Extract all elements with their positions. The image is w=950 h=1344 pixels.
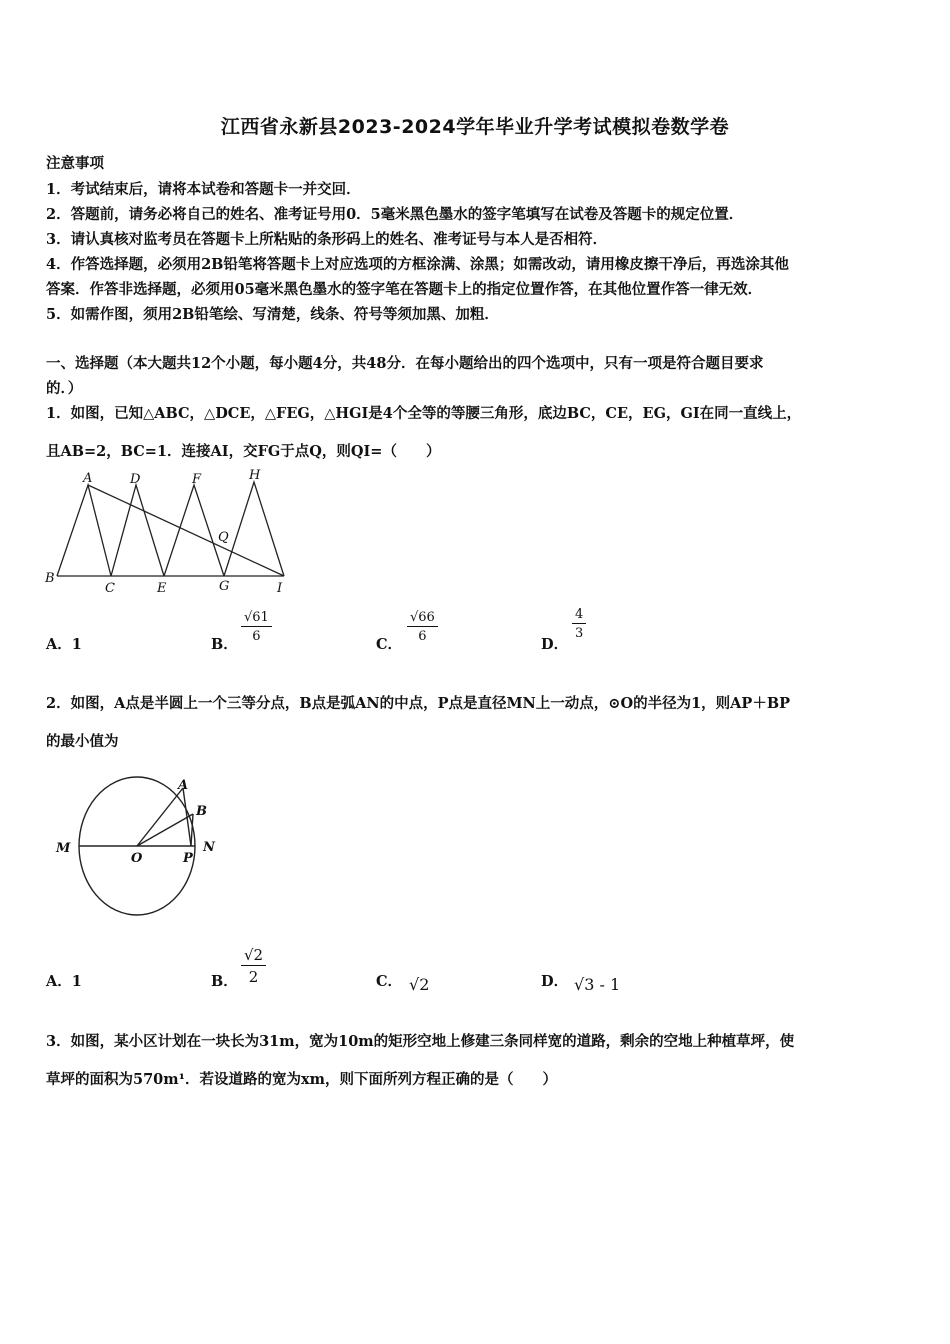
q2-option-c-value: √2 [409, 975, 430, 994]
q2-segment-ob [137, 814, 193, 846]
q2-text-cont: 的最小值为 [46, 733, 119, 750]
q1-text: 1．如图，已知△ABC，△DCE，△FEG，△HGI是4个全等的等腰三角形，底边BC，CE，EG，GI在同一直线上， [46, 405, 802, 422]
q1-option-c-label[interactable]: C． [376, 636, 403, 653]
q2-option-d-label[interactable]: D． [541, 973, 569, 990]
q1-option-d-label[interactable]: D． [541, 636, 569, 653]
q1-option-c-fraction: $\frac{√66}{6}$ [407, 610, 438, 644]
q3-text: 3．如图，某小区计划在一块长为31m，宽为10m的矩形空地上修建三条同样宽的道路，剩余的空地上种植草坪，使 [46, 1033, 795, 1050]
note-item-3: 3．请认真核对监考员在答题卡上所粘贴的条形码上的姓名、准考证号与本人是否相符． [46, 231, 608, 248]
q1-triangle-dce [111, 485, 164, 576]
note-item-2: 2．答题前，请务必将自己的姓名、准考证号用0．5毫米黑色墨水的签字笔填写在试卷及答题卡的规定位置． [46, 206, 744, 223]
q2-segment-bp [191, 814, 193, 846]
q3-text-cont: 草坪的面积为570m¹．若设道路的宽为xm，则下面所列方程正确的是（ ） [46, 1071, 557, 1088]
q2-label-m: M [56, 841, 71, 856]
q1-label-e: E [157, 581, 167, 596]
q1-option-b-label[interactable]: B． [211, 636, 238, 653]
q1-label-i: I [277, 581, 283, 596]
q1-label-h: H [249, 468, 261, 483]
q2-label-o: O [131, 851, 143, 866]
note-item-5: 5．如需作图，须用2B铅笔绘、写清楚，线条、符号等须加黑、加粗． [46, 306, 499, 323]
q1-label-b: B [45, 571, 55, 586]
q1-label-c: C [105, 581, 115, 596]
q1-option-a[interactable]: A．1 [46, 636, 82, 653]
note-item-4-cont: 答案．作答非选择题，必须用05毫米黑色墨水的签字笔在答题卡上的指定位置作答，在其他位置作答一律无效． [46, 281, 763, 298]
note-item-4: 4．作答选择题，必须用2B铅笔将答题卡上对应选项的方框涂满、涂黑；如需改动，请用橡皮擦干净后，再选涂其他 [46, 256, 789, 273]
q2-label-a: A [178, 778, 189, 793]
notes-heading: 注意事项 [46, 155, 104, 172]
q2-option-a[interactable]: A．1 [46, 973, 82, 990]
q2-option-d-value: √3 - 1 [574, 975, 621, 994]
q2-label-n: N [203, 840, 215, 855]
q2-circle-figure [52, 770, 227, 920]
note-item-1: 1．考试结束后，请将本试卷和答题卡一并交回． [46, 181, 361, 198]
q2-option-b-label[interactable]: B． [211, 973, 238, 990]
q1-text-cont: 且AB=2，BC=1．连接AI，交FG于点Q，则QI=（ ） [46, 443, 441, 460]
q2-option-b-fraction: $\frac{√2}{2}$ [241, 946, 266, 986]
section-heading-cont: 的．） [46, 380, 83, 397]
q1-label-g: G [219, 579, 230, 594]
section-heading: 一、选择题（本大题共12个小题，每小题4分，共48分．在每小题给出的四个选项中，只有一项是符合题目要求 [46, 355, 764, 372]
q2-text: 2．如图，A点是半圆上一个三等分点，B点是弧AN的中点，P点是直径MN上一动点，⊙O的半径为1，则AP＋BP [46, 695, 790, 712]
q1-label-f: F [192, 472, 202, 487]
q1-triangle-abc [57, 485, 111, 576]
q1-label-a: A [83, 471, 93, 486]
q2-label-p: P [183, 851, 193, 866]
q1-label-q: Q [218, 530, 229, 545]
q1-option-b-fraction: $\frac{√61}{6}$ [241, 610, 272, 644]
q2-segment-oa [137, 788, 183, 846]
q1-label-d: D [130, 472, 141, 487]
q2-option-c-label[interactable]: C． [376, 973, 403, 990]
q1-triangles-figure [44, 466, 289, 596]
q2-label-b: B [196, 804, 207, 819]
q1-segment-ai [88, 485, 284, 576]
q1-triangle-feg [164, 485, 224, 576]
page-title: 江西省永新县2023-2024学年毕业升学考试模拟卷数学卷 [220, 116, 730, 138]
q1-option-d-fraction: $\frac{4}{3}$ [572, 607, 586, 641]
